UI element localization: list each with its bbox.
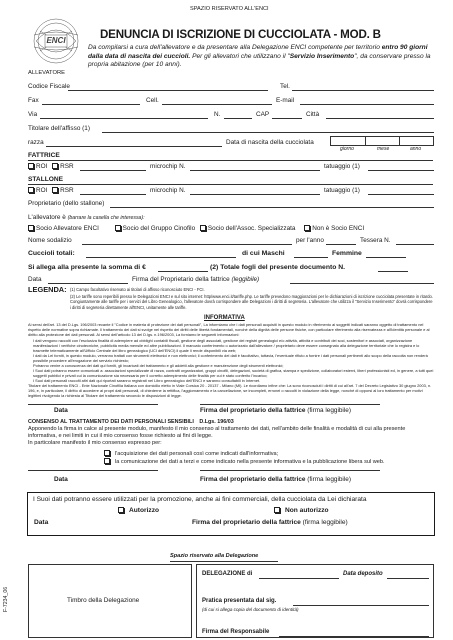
informativa-b1: I dati vengono raccolti con l'esclusiva finalità di adempiere ad obblighi contabili fiscali, gestione degli associati, gestione dei registri genealogici e/o attività, attività e contributi dei soci, sostenitori e associati, organizzazione manifestazioni / verifiche cinotecniche, pubblicità media mensile ed altre pubblicazioni. Il mancato conferimento o autorizzato dall'allevatore / proprietario deve essere consegnato alla delegazione territoriale che lo registra e lo trasmette telematicamente all'Ufficio Centrale del libro genealogico (UCI dell'ENCI) il quale li rende disponibili via web; [33,338,420,353]
fogli-field[interactable] [378,271,408,272]
legenda-label: LEGENDA: [28,285,67,294]
spazio-delegazione: Spazio riservato alla Delegazione [170,553,259,559]
timbro-label: Timbro della Delegazione [67,597,140,604]
informativa-b2: I dati da Lei forniti, in questo modulo, verranno trattati con strumenti elettronici e non elettronici; il conferimento dei dati è facoltativo, tuttavia, l'eventuale rifiuto a fornire i dati personali pertinenti allo scopo della raccolta non renderà possibile procedere all'erogazione del servizio richiesto; [33,353,428,363]
autorizzo-label: Autorizzo [129,507,160,514]
pratica-label: Pratica presentata dal sig. [202,598,277,604]
opt-assoc-specializzata-checkbox[interactable] [200,225,206,231]
informativa-data-label: Data [54,407,68,414]
reserved-top: SPAZIO RISERVATO ALL'ENCI [190,6,269,12]
proprietario-field[interactable] [110,207,434,208]
fattrice-rsr-field[interactable] [80,170,146,171]
fogli-label: (2) Totale fogli del presente documento N. [210,264,346,271]
somma-firma-row [132,276,259,283]
promozione-leggibile: (firma leggibile) [302,519,348,526]
fattrice-row [28,163,74,170]
nome-sodalizio-field[interactable] [82,244,292,245]
allevatore-e-row [28,214,145,222]
page-title: DENUNCIA DI ISCRIZIONE DI CUCCIOLATA - MOD. B [100,28,381,41]
opt-non-socio: Non è Socio ENCI [312,225,365,232]
consenso-title-row [28,419,234,425]
consenso-opt2-checkbox[interactable] [104,458,110,464]
stallone-label: STALLONE [28,176,64,183]
razza-field[interactable] [46,146,222,147]
citta-label: Città [306,111,320,118]
intro-part3: ", da conservare presso la propria abitazione (per 10 anni). [88,52,431,69]
informativa-text [28,322,434,398]
titolare-field[interactable] [102,132,434,133]
promozione-box [27,492,435,536]
intro-entro: entro 90 giorni dalla data di nascita dei cuccioli. [88,44,428,60]
informativa-data-field[interactable] [28,404,158,405]
cell-field[interactable] [162,104,272,105]
maschi-label: di cui Maschi [242,250,285,257]
consenso-dlgs: D.Lgs. 196/03 [199,419,234,425]
enci-logo-text: ENCI [46,36,66,45]
fax-label: Fax [28,97,39,104]
consenso-particolare: In particolare manifesto il mio consenso espresso per: [28,440,162,446]
fattrice-tatuaggio-label: tatuaggio (1) [324,163,360,170]
date-divider [399,137,400,146]
per-anno-field[interactable] [326,244,356,245]
titolare-label: Titolare dell'affisso (1) [28,125,90,132]
autorizzo-checkbox[interactable] [118,507,124,513]
stallone-rsr-checkbox[interactable] [52,187,58,193]
email-field[interactable] [300,104,434,105]
opt-non-socio-checkbox[interactable] [304,225,310,231]
stallone-row [28,187,74,194]
somma-firma-label: Firma del Proprietario della fattrice [132,276,230,283]
data-deposito-field[interactable] [387,578,429,579]
non-autorizzo-label: Non autorizzo [285,507,329,514]
stallone-tatuaggio-field[interactable] [368,194,434,195]
cap-label: CAP [256,111,270,118]
consenso-opt1-row [104,450,278,457]
fattrice-rsr-checkbox[interactable] [52,163,58,169]
tel-label: Tel. [280,83,290,90]
opt-gruppo-cinofilo: Socio del Gruppo Cinofilo [122,225,196,232]
somma-leggibile: (leggibile) [231,276,260,283]
allevatore-e-hint: (barrare la casella che interessa): [67,215,145,221]
consenso-firma-field[interactable] [200,470,380,471]
n-field[interactable] [224,118,252,119]
consenso-firma-row [200,476,351,483]
mese-label: mese [377,146,390,152]
somma-firma-field[interactable] [290,283,434,284]
autorizzo-row [118,507,159,515]
data-nascita-boxes[interactable] [330,136,434,146]
via-field[interactable] [40,118,208,119]
cuccioli-totali-field[interactable] [86,257,236,258]
opt-gruppo-cinofilo-checkbox[interactable] [115,225,121,231]
femmine-label: Femmine [332,250,362,257]
razza-label: razza [28,139,44,146]
fattrice-label: FATTRICE [28,152,60,159]
n-label: N. [214,111,221,118]
informativa-p1: Ai sensi dell'art. 13 del D.Lgs. 196/2003 recante il "Codice in materia di protezione dei dati personali", La informiamo che i dati personali acquisiti in questo modulo in riferimento ai soggetti indicati saranno oggetto di trattamento nel rispetto delle normative sopra richiamate. Il trattamento dei dati si svolge nel rispetto dei diritti delle libertà fondamentali, nonché della dignità delle persone fisiche, con particolare riferimento alla riservatezza e all'identità personale e al diritto alla protezione dei dati personali. Ai sensi dell'articolo 13 del D.lgs. n.196/2003, La forniamo le seguenti informazioni: [28,322,430,337]
pratica-hint: (di cui si allega copia del documento di identità) [202,607,299,612]
stallone-roi-label: ROI [36,187,48,194]
opt-socio-allevatore: Socio Allevatore ENCI [36,225,99,232]
non-autorizzo-checkbox[interactable] [274,507,280,513]
fattrice-roi-checkbox[interactable] [28,163,34,169]
fattrice-tatuaggio-field[interactable] [368,170,434,171]
intro-servizio: Servizio Inserimento [289,52,355,60]
via-label: Via [28,111,38,118]
fattrice-roi-label: ROI [36,163,48,170]
informativa-b4: I Suoi dati potranno essere comunicati a: associazioni specializzate di razza, contratti organizzatori, gruppi cinofili, delegazioni, società di grafica, stampa e spedizione, collaboratori esterni, liberi professionisti ed, in genere, a tutti quei soggetti pubblici e privati cui la comunicazione sia necessaria per il corretto adempimento delle finalità per cui è stato conferito l'incarico; [33,368,434,378]
firma-responsabile-field[interactable] [279,636,429,637]
consenso-data-field[interactable] [28,470,158,471]
informativa-p2: Titolare del trattamento ENCI - Ente Nazionale Cinofilia Italiana con domicilio eletto in Viale Corsica 20 - 20137 - Milano (MI). Le ricordiamo infine che: La sono riconosciuti i diritti di cui all'art. 7 del Decreto Legislativo 30 giugno 2003, n. 196, e, in particolare, il diritto di accedere ai propri dati personali, di chiederne la rettifica, l'aggiornamento e la cancellazione, se incompleti, erronei o raccolti in violazione della legge, nonché di opporsi al loro trattamento per motivi legittimi rivolgendo la richiesta al Titolare del trattamento secondo le disposizioni di legge. [28,383,432,398]
codice-fiscale-label: Codice Fiscale [28,83,70,90]
fattrice-microchip-field[interactable] [190,170,320,171]
fattrice-rsr-label: RSR [60,163,74,170]
citta-field[interactable] [326,118,434,119]
legenda-item2: (2) Le tariffe sono reperibili presso le Delegazioni ENCI e sul sito internet: http/www.enci.it/tariffe.php. Le tariffe prevedono maggiorazioni per le dichiarazioni di iscrizione cucciolata presentate in ritardo. Congiuntamente alle tariffe per i servizi del Libro Genealogico, l'allevatore dovrà corrispondere alle Delegazioni i diritti di segreteria. L'allevatore che utilizza il "Servizio Inserimento" dovrà corrispondere i diritti di segreteria direttamente all'ENCI, unitamente alle tariffe. [70,294,433,310]
delegazione-field[interactable] [259,578,339,579]
enci-logo [30,17,82,65]
consenso-opt1: l'acquisizione dei dati personali così come indicati dall'informativa; [115,451,279,457]
delegazione-label: DELEGAZIONE di [202,571,253,577]
tel-field[interactable] [292,90,434,91]
informativa-leggibile: (firma leggibile) [307,407,351,414]
promozione-firma-row [192,519,348,527]
stallone-microchip-label: microchip N. [150,187,186,194]
consenso-opt2-row [104,458,385,465]
cuccioli-totali-label: Cuccioli totali: [28,250,75,257]
informativa-title: INFORMATIVA [204,315,245,321]
non-autorizzo-row [274,507,329,515]
per-anno-label: per l'anno [296,237,324,244]
legenda-item1: (1) Campo facoltativo riservato ai titolari di affisso riconosciuto ENCI - FCI. [70,287,205,292]
data-nascita-label: Data di nascita della cucciolata [226,139,314,146]
intro-part1: Da compilarsi a cura dell'allevatore e da presentare alla Delegazione ENCI competente per territorio [88,44,382,51]
informativa-firma-row [200,407,351,414]
informativa-firma-label: Firma del proprietario della fattrice [200,407,306,414]
cell-label: Cell. [146,97,159,104]
date-divider [365,137,366,146]
firma-responsabile-label: Firma del Responsabile [202,629,270,635]
codice-fiscale-field[interactable] [68,90,268,91]
consenso-title: CONSENSO AL TRATTAMENTO DEI DATI PERSONALI SENSIBILI [28,419,194,425]
consenso-leggibile: (firma leggibile) [307,476,351,483]
tessera-label: Tessera N. [360,237,391,244]
divider [28,160,433,161]
somma-field[interactable] [158,271,208,272]
fax-field[interactable] [42,104,140,105]
timbro-box[interactable] [28,564,192,638]
stallone-roi-checkbox[interactable] [28,187,34,193]
delegazione-box [196,564,434,638]
footer-code: F-7234_06 [3,586,9,612]
data-deposito-label: Data deposito [343,571,383,577]
cap-field[interactable] [272,118,302,119]
promozione-data-label: Data [34,519,49,526]
consenso-text: Apponendo la firma in calce al presente modulo, manifesto il mio consenso al trattamento dei dati, nell'ambito delle finalità e modalità di cui alla presente informativa, e nei limiti in cui il mio consenso fosse richiesto ai fini di legge. [28,426,406,439]
opt-socio-allevatore-checkbox[interactable] [28,225,34,231]
tessera-field[interactable] [396,244,434,245]
informativa-b3: Potranno venire a conoscenza dei dati qui forniti, gli incaricati del trattamento e gli addetti alla gestione e manutenzione degli strumenti elettronici; [33,363,284,368]
anno-label: anno [410,146,422,152]
informativa-firma-field[interactable] [200,404,380,405]
stallone-rsr-label: RSR [60,187,74,194]
allevatore-label: ALLEVATORE [28,70,66,76]
email-label: E-mail [276,97,295,104]
stallone-rsr-field[interactable] [80,194,146,195]
consenso-opt1-checkbox[interactable] [104,450,110,456]
intro-text [88,44,438,70]
informativa-b5: I Suoi dati personali raccolti altri dati qui riportati saranno registrati nel Libro genealogico dell'ENCI e saranno consultabili in Internet. [33,378,261,383]
maschi-field[interactable] [294,257,328,258]
divider [28,184,433,185]
fattrice-microchip-label: microchip N. [150,163,186,170]
giorno-label: giorno [340,146,354,152]
intro-part2: Per gli allevatori che utilizzano il " [190,52,290,60]
somma-data-label: Data [28,276,42,283]
consenso-data-label: Data [54,476,68,483]
stallone-tatuaggio-label: tatuaggio (1) [324,187,360,194]
nome-sodalizio-label: Nome sodalizio [28,237,72,244]
stallone-microchip-field[interactable] [190,194,320,195]
promozione-text: I Suoi dati potranno essere utilizzati per la promozione, anche ai fini commerciali, della cucciolata da Lei dichiarata [33,496,367,503]
socio-options [28,225,364,232]
consenso-firma-label: Firma del proprietario della fattrice [200,476,306,483]
pratica-field[interactable] [293,605,429,606]
spazio-divider [170,561,278,562]
somma-label: Si allega alla presente la somma di € [28,264,146,271]
promozione-firma-label: Firma del proprietario della fattrice [192,519,301,526]
proprietario-label: Proprietario (dello stallone) [28,200,105,207]
somma-data-field[interactable] [48,283,128,284]
opt-assoc-specializzata: Socio dell'Assoc. Specializzata [207,225,296,232]
femmine-field[interactable] [366,257,406,258]
allevatore-e-label: L'allevatore è [28,214,66,221]
consenso-opt2: la comunicazione dei dati a terzi e come indicato nella presente informativa e la pubblicazione libera sul web. [115,459,385,465]
